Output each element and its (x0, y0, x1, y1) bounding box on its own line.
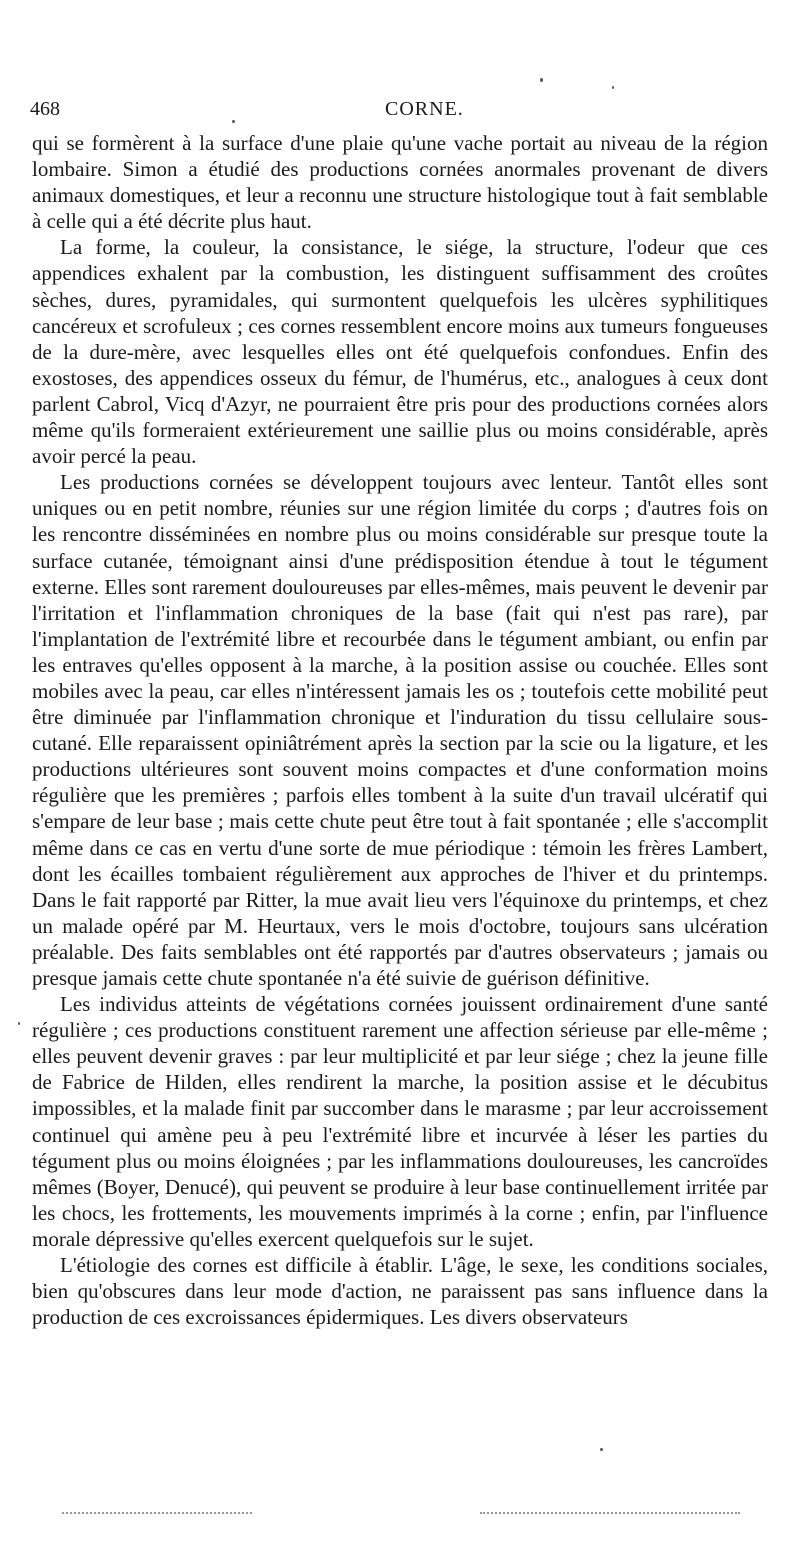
paragraph: L'étiologie des cornes est difficile à établir. L'âge, le sexe, les conditions sociales, bien qu'obscures dans leur mode d'action, ne paraissent pas sans influence dans la production de ces excroissances épidermiques. Les divers observateurs (32, 1253, 768, 1330)
paragraph: La forme, la couleur, la consistance, le siége, la structure, l'odeur que ces appendices exhalent par la combustion, les distinguent suffisamment des croûtes sèches, dures, pyramidales, qui surmontent quelquefois les ulcères syphilitiques cancéreux et scrofuleux ; ces cornes ressemblent encore moins aux tumeurs fongueuses de la dure-mère, avec lesquelles elles ont été quelquefois confondues. Enfin des exostoses, des appendices osseux du fémur, de l'humérus, etc., analogues à ceux dont parlent Cabrol, Vicq d'Azyr, ne pourraient être pris pour des productions cornées alors même qu'ils formeraient extérieurement une saillie plus ou moins considérable, après avoir percé la peau. (32, 235, 768, 469)
page-number: 468 (30, 98, 60, 120)
bleed-through-rule (62, 1512, 252, 1514)
scan-speck (18, 1022, 20, 1025)
paragraph: Les individus atteints de végétations cornées jouissent ordinairement d'une santé régulière ; ces productions constituent rarement une affection sérieuse par elle-même ; elles peuvent devenir graves : par leur multiplicité et par leur siége ; chez la jeune fille de Fabrice de Hilden, elles rendirent la marche, la position assise et le décubitus impossibles, et la malade finit par succomber dans le marasme ; par leur accroissement continuel qui amène peu à peu l'extrémité libre et incurvée à léser les parties du tégument plus ou moins éloignées ; par les inflammations douloureuses, les cancroïdes mêmes (Boyer, Denucé), qui peuvent se produire à leur base continuellement irritée par les chocs, les frottements, les mouvements imprimés à la corne ; enfin, par l'influence morale dépressive qu'elles exercent quelquefois sur le sujet. (32, 992, 768, 1251)
scan-speck (600, 1448, 603, 1451)
paragraph: Les productions cornées se développent toujours avec lenteur. Tantôt elles sont uniques ou en petit nombre, réunies sur une région limitée du corps ; d'autres fois on les rencontre disséminées en nombre plus ou moins considérable sur presque toute la surface cutanée, témoignant ainsi d'une prédisposition étendue à tout le tégument externe. Elles sont rarement douloureuses par elles-mêmes, mais peuvent le devenir par l'irritation et l'inflammation chroniques de la base (fait qui n'est pas rare), par l'implantation de l'extrémité libre et recourbée dans le tégument ambiant, ou enfin par les entraves qu'elles opposent à la marche, à la position assise ou couchée. Elles sont mobiles avec la peau, car elles n'intéressent jamais les os ; toutefois cette mobilité peut être diminuée par l'inflammation chronique et l'induration du tissu cellulaire sous-cutané. Elle reparaissent opiniâtrément après la section par la scie ou la ligature, et les productions ultérieures sont souvent moins compactes et d'une conformation moins régulière que les premières ; parfois elles tombent à la suite d'un travail ulcératif qui s'empare de leur base ; mais cette chute peut être tout à fait spontanée ; elle s'accomplit même dans ce cas en vertu d'une sorte de mue périodique : témoin les frères Lambert, dont les écailles tombaient régulièrement aux approches de l'hiver et du printemps. Dans le fait rapporté par Ritter, la mue avait lieu vers l'équinoxe du printemps, et chez un malade opéré par M. Heurtaux, vers le mois d'octobre, toujours sans ulcération préalable. Des faits semblables ont été rapportés par d'autres observateurs ; jamais ou presque jamais cette chute spontanée n'a été suivie de guérison définitive. (32, 470, 768, 990)
bleed-through-rule (480, 1512, 740, 1514)
paragraph: qui se formèrent à la surface d'une plaie qu'une vache portait au niveau de la région lombaire. Simon a étudié des productions cornées anormales provenant de divers animaux domestiques, et leur a reconnu une structure histologique tout à fait semblable à celle qui a été décrite plus haut. (32, 131, 768, 234)
scan-speck (540, 78, 543, 82)
body-text (32, 130, 768, 1330)
page-title: CORNE. (385, 98, 464, 120)
running-head (30, 98, 770, 128)
scan-speck (612, 86, 614, 89)
